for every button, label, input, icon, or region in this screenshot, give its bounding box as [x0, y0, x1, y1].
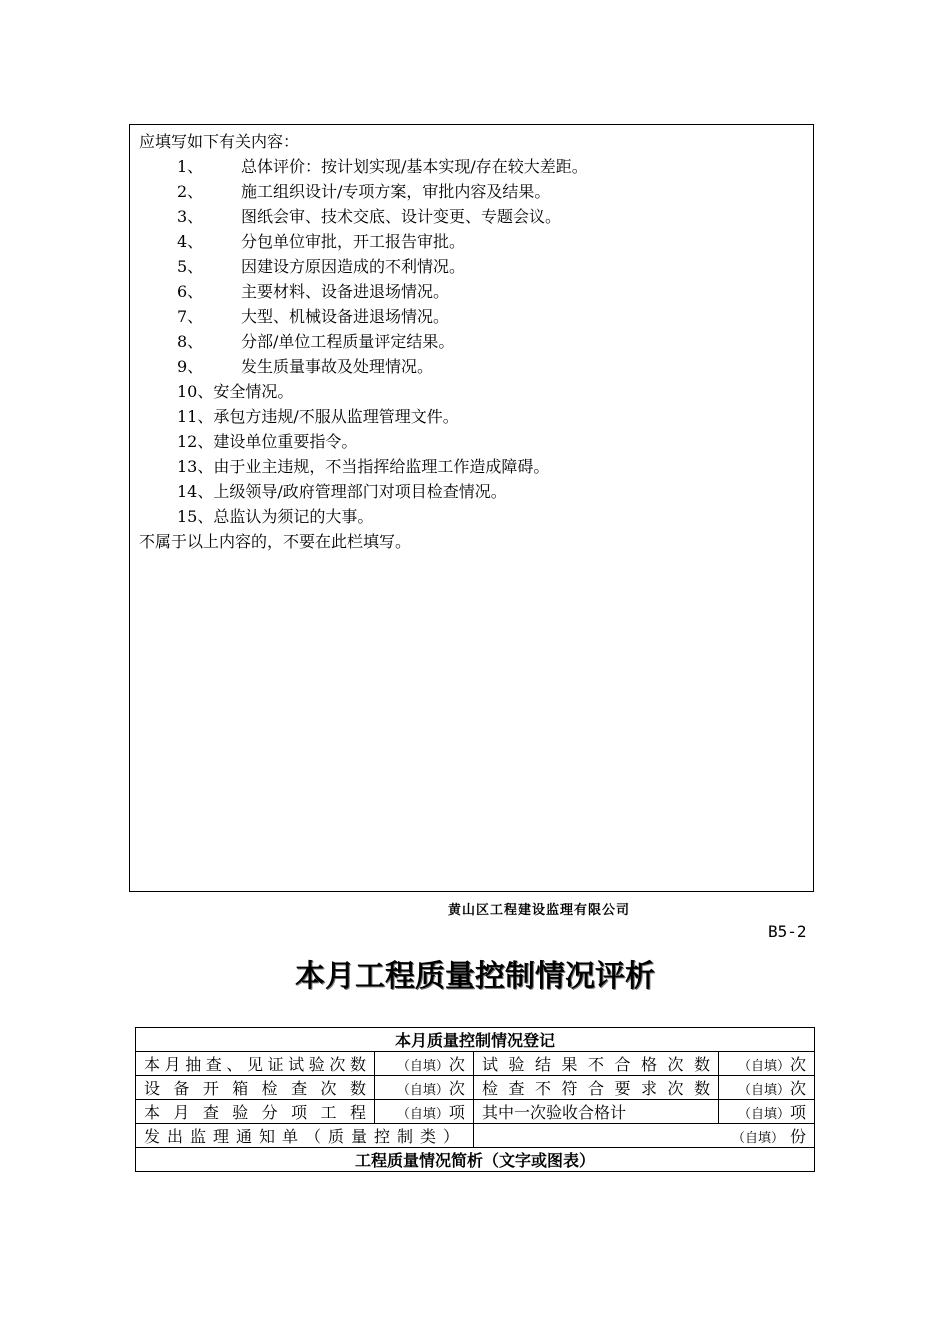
fill-placeholder: （自填）: [396, 1059, 449, 1074]
guide-intro: 应填写如下有关内容：: [139, 132, 300, 151]
item-text: 大型、机械设备进退场情况。: [241, 307, 450, 326]
table-row: [136, 1100, 815, 1124]
item-text: 总监认为须记的大事。: [213, 507, 374, 526]
item-text: 分包单位审批，开工报告审批。: [241, 232, 466, 251]
item-text: 承包方违规/不服从监理管理文件。: [213, 407, 459, 426]
item-text: 分部/单位工程质量评定结果。: [241, 332, 455, 351]
table-footer-row: [136, 1148, 815, 1172]
item-text: 上级领导/政府管理部门对项目检查情况。: [213, 482, 507, 501]
row-label: 检查不符合要求次数: [473, 1076, 718, 1100]
table-row: [136, 1052, 815, 1076]
item-text: 安全情况。: [213, 382, 294, 401]
fill-placeholder: （自填）: [737, 1107, 790, 1122]
item-number: 8、: [177, 332, 204, 351]
row-label: 本月抽查、见证试验次数: [136, 1052, 375, 1076]
list-item: [177, 504, 588, 529]
list-item: [177, 204, 588, 229]
list-item: [177, 404, 588, 429]
notice-label-cell: [136, 1124, 474, 1148]
item-number: 13、: [177, 457, 214, 476]
form-number: B5-2: [768, 922, 807, 941]
fill-placeholder: （自填）: [396, 1107, 449, 1122]
item-number: 5、: [177, 257, 204, 276]
item-text: 因建设方原因造成的不利情况。: [241, 257, 466, 276]
fill-cell[interactable]: [473, 1124, 814, 1148]
row-label: 其中一次验收合格计: [473, 1100, 718, 1124]
list-item: [177, 454, 588, 479]
fill-placeholder: （自填）: [731, 1131, 784, 1146]
list-item: [177, 279, 588, 304]
item-text: 主要材料、设备进退场情况。: [241, 282, 450, 301]
item-number: 9、: [177, 357, 204, 376]
list-item: [177, 229, 588, 254]
row-label: 本月查验分项工程: [136, 1100, 375, 1124]
fill-placeholder: （自填）: [737, 1083, 790, 1098]
list-item: [177, 479, 588, 504]
table-header-row: [136, 1028, 815, 1052]
list-item: [177, 429, 588, 454]
item-number: 2、: [177, 182, 204, 201]
fill-cell[interactable]: [374, 1052, 473, 1076]
row-label: 试验结果不合格次数: [473, 1052, 718, 1076]
item-number: 14、: [177, 482, 214, 501]
table-row: [136, 1124, 815, 1148]
item-text: 总体评价：按计划实现/基本实现/存在较大差距。: [241, 157, 588, 176]
item-text: 图纸会审、技术交底、设计变更、专题会议。: [241, 207, 562, 226]
item-text: 发生质量事故及处理情况。: [241, 357, 434, 376]
item-number: 6、: [177, 282, 204, 301]
list-item: [177, 254, 588, 279]
row-label: 发出监理通知单（质量控制类）: [144, 1127, 459, 1146]
unit: 次: [448, 1079, 465, 1098]
guide-box: [129, 124, 814, 892]
unit: 次: [789, 1055, 806, 1074]
fill-cell[interactable]: [719, 1100, 815, 1124]
list-item: [177, 179, 588, 204]
item-number: 15、: [177, 507, 214, 526]
company-name: 黄山区工程建设监理有限公司: [448, 903, 631, 918]
item-number: 11、: [177, 407, 214, 426]
fill-cell[interactable]: [719, 1052, 815, 1076]
unit: 次: [789, 1079, 806, 1098]
unit: 项: [789, 1103, 806, 1122]
item-text: 建设单位重要指令。: [213, 432, 358, 451]
fill-placeholder: （自填）: [737, 1059, 790, 1074]
list-item: [177, 304, 588, 329]
page-title: 本月工程质量控制情况评析: [295, 959, 655, 994]
fill-cell[interactable]: [719, 1076, 815, 1100]
quality-register-table: [135, 1027, 815, 1172]
guide-list: [177, 154, 588, 529]
list-item: [177, 379, 588, 404]
item-number: 1、: [177, 157, 204, 176]
analysis-header: 工程质量情况简析（文字或图表）: [136, 1148, 815, 1172]
fill-cell[interactable]: [374, 1076, 473, 1100]
row-label: 设备开箱检查次数: [136, 1076, 375, 1100]
unit: 份: [789, 1127, 806, 1146]
item-number: 7、: [177, 307, 204, 326]
table-header: 本月质量控制情况登记: [136, 1028, 815, 1052]
item-number: 12、: [177, 432, 214, 451]
item-number: 10、: [177, 382, 214, 401]
item-number: 4、: [177, 232, 204, 251]
table-row: [136, 1076, 815, 1100]
item-text: 施工组织设计/专项方案，审批内容及结果。: [241, 182, 551, 201]
fill-placeholder: （自填）: [396, 1083, 449, 1098]
item-text: 由于业主违规，不当指挥给监理工作造成障碍。: [213, 457, 550, 476]
list-item: [177, 354, 588, 379]
list-item: [177, 329, 588, 354]
unit: 次: [448, 1055, 465, 1074]
list-item: [177, 154, 588, 179]
guide-outro: 不属于以上内容的，不要在此栏填写。: [139, 532, 412, 551]
fill-cell[interactable]: [374, 1100, 473, 1124]
item-number: 3、: [177, 207, 204, 226]
unit: 项: [448, 1103, 465, 1122]
